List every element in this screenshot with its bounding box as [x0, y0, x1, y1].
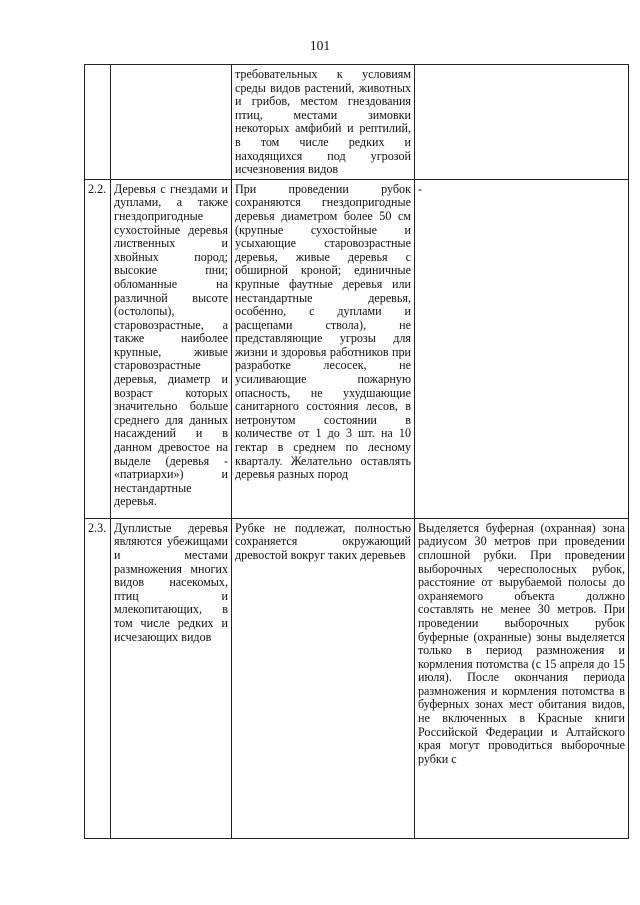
requirements-cell: Рубке не подлежат, полностью сохраняется окружающий древостой вокруг таких деревьев	[232, 518, 415, 838]
document-table	[84, 64, 629, 839]
buffer-zone-cell	[415, 65, 629, 180]
table-row	[85, 65, 629, 180]
object-cell: Дуплистые деревья являются убежищами и местами размножения многих видов насекомых, птиц и млекопитающих, в том числе редких и исчезающих видов	[111, 518, 232, 838]
table-row	[85, 518, 629, 838]
buffer-zone-cell: Выделяется буферная (охранная) зона радиусом 30 метров при проведении сплошной рубки. При проведении выборочных чересполосных рубок, расстояние от вырубаемой полосы до охраняемого объекта должно составлять не менее 30 метров. При проведении выборочных рубок буферные (охранные) зоны выделяется только в период размножения и кормления потомства (с 15 апреля до 15 июля). После окончания периода размножения и кормления потомства в буферных зонах мест обитания видов, не включенных в Красные книги Российской Федерации и Алтайского края могут проводиться выборочные рубки с	[415, 518, 629, 838]
requirements-cell: При проведении рубок сохраняются гнездопригодные деревья диаметром более 50 см (крупные сухостойные и усыхающие старовозрастные деревья, живые деревья с обширной кроной; единичные крупные фаутные деревья или нестандартные деревья, особенно, с дуплами и расщепами ствола), не представляющие угрозы для жизни и здоровья работников при разработке лесосек, не усиливающие пожарную опасность, не ухудшающие санитарного состояния лесов, в нетронутом состоянии в количестве от 1 до 3 шт. на 10 гектар в среднем по лесному кварталу. Желательно оставлять деревья разных пород	[232, 179, 415, 518]
page-number: 101	[309, 38, 331, 53]
row-number-cell	[85, 65, 111, 180]
object-cell: Деревья с гнездами и дуплами, а также гнездопригодные сухостойные деревья лиственных и хвойных пород; высокие пни; обломанные на различной высоте (остолопы), старовозрастные, а также наиболее крупные, живые старовозрастные деревья, диаметр и возраст которых значительно больше среднего для данных насаждений и в данном древостое на выделе (деревья - «патриархи») и нестандартные деревья.	[111, 179, 232, 518]
requirements-cell: требовательных к условиям среды видов растений, животных и грибов, местом гнездования птиц, местами зимовки некоторых амфибий и рептилий, в том числе редких и находящихся под угрозой исчезновения видов	[232, 65, 415, 180]
row-number-cell: 2.2.	[85, 179, 111, 518]
object-cell	[111, 65, 232, 180]
buffer-zone-cell: -	[415, 179, 629, 518]
table-row	[85, 179, 629, 518]
row-number-cell: 2.3.	[85, 518, 111, 838]
